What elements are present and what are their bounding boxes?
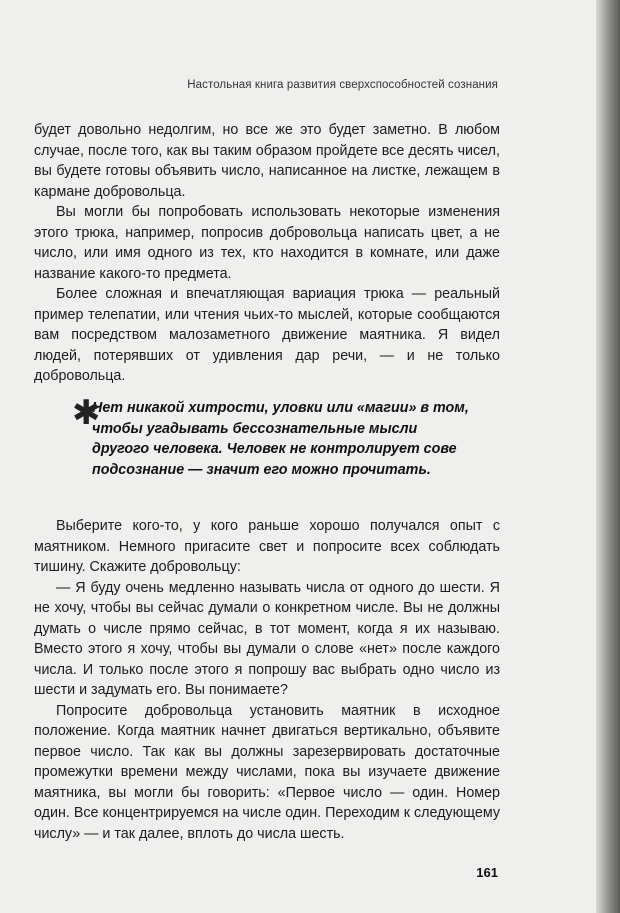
paragraph-3: Более сложная и впечатляющая вариация трюка — реальный пример телепатии, или чтения чьих-то мыслей, которые сообщаются вам посредством малозаметного движение маятника. Я видел людей, потерявших от удивления дар речи, — и не только добровольца. [34, 286, 500, 384]
callout-box [72, 394, 476, 480]
body-text-bottom [34, 516, 500, 844]
scan-edge-right [596, 0, 620, 913]
callout-quote: Нет никакой хитрости, уловки или «магии» в том, чтобы угадывать бессознательные мысли другого человека. Человек не контролирует сове подсознание — значит его можно прочитать. [92, 400, 469, 478]
running-header: Настольная книга развития сверхспособностей сознания [187, 79, 498, 91]
page-number: 161 [476, 865, 498, 880]
paragraph-5: — Я буду очень медленно называть числа от одного до шести. Я не хочу, чтобы вы сейчас думали о конкретном числе. Вы не должны думать о числе прямо сейчас, в тот момент, когда я их называю. Вместо этого я хочу, чтобы вы думали о слове «нет» после каждого числа. И только после этого я попрошу вас выбрать одно число из шести и задумать его. Вы понимаете? [34, 579, 500, 698]
paragraph-4: Выберите кого-то, у кого раньше хорошо получался опыт с маятником. Немного пригасите свет и попросите всех соблюдать тишину. Скажите добровольцу: [34, 518, 500, 575]
asterisk-icon: ✱ [72, 394, 101, 432]
body-text-top [34, 120, 500, 387]
paragraph-2: Вы могли бы попробовать использовать некоторые изменения этого трюка, например, попросив добровольца написать цвет, а не число, или имя одного из тех, кто находится в комнате, или даже название какого-то предмета. [34, 204, 500, 282]
paragraph-1: будет довольно недолгим, но все же это будет заметно. В любом случае, после того, как вы таким образом пройдете все десять чисел, вы будете готовы объявить число, написанное на листке, лежащем в кармане добровольца. [34, 122, 500, 200]
paragraph-6: Попросите добровольца установить маятник в исходное положение. Когда маятник начнет двигаться вертикально, объявите первое число. Так как вы должны зарезервировать достаточные промежутки времени между числами, пока вы изучаете движение маятника, вы могли бы говорить: «Первое число — один. Номер один. Все концентрируемся на числе один. Переходим к следующему числу» — и так далее, вплоть до числа шесть. [34, 702, 500, 842]
